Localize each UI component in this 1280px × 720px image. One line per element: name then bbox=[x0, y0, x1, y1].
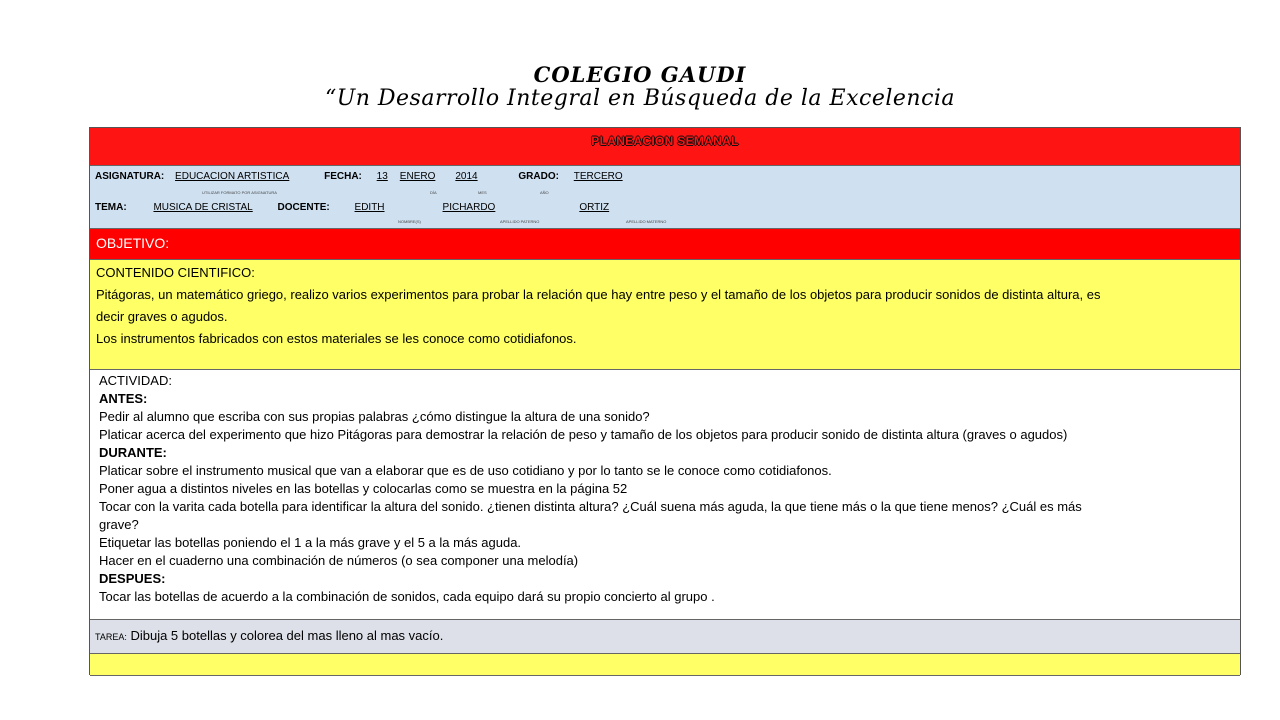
durante-label: DURANTE: bbox=[99, 445, 167, 460]
hint-first-name: NOMBRE(S) bbox=[398, 219, 421, 224]
contenido-text: Pitágoras, un matemático griego, realizo varios experimentos para probar la relación que hay entre peso y el tamaño de los objetos para producir sonidos de distinta altura, es bbox=[96, 287, 1101, 302]
activity-step: Poner agua a distintos niveles en las botellas y colocarlas como se muestra en la página 52 bbox=[99, 481, 628, 496]
activity-step: Hacer en el cuaderno una combinación de números (o sea componer una melodía) bbox=[99, 553, 579, 568]
fecha-month: ENERO bbox=[399, 171, 436, 182]
despues-label: DESPUES: bbox=[99, 571, 166, 586]
antes-label: ANTES: bbox=[99, 391, 148, 406]
grado-value: TERCERO bbox=[573, 171, 623, 182]
plan-title-row bbox=[90, 128, 1240, 166]
activity-step: Etiquetar las botellas poniendo el 1 a la más grave y el 5 a la más aguda. bbox=[99, 535, 522, 550]
tema-label: TEMA: bbox=[95, 202, 127, 213]
contenido-heading: CONTENIDO CIENTIFICO: bbox=[96, 265, 255, 280]
school-motto: “Un Desarrollo Integral en Búsqueda de la Excelencia bbox=[324, 86, 956, 111]
actividad-heading: ACTIVIDAD: bbox=[99, 373, 172, 388]
activity-step: Platicar acerca del experimento que hizo Pitágoras para demostrar la relación de peso y tamaño de los objetos para producir sonido de distinta altura (graves o agudos) bbox=[99, 427, 1068, 442]
tarea-text: Dibuja 5 botellas y colorea del mas lleno al mas vacío. bbox=[130, 628, 444, 643]
tarea-row bbox=[90, 620, 1240, 654]
asignatura-label: ASIGNATURA: bbox=[95, 171, 165, 182]
docente-first-name: EDITH bbox=[354, 202, 385, 213]
activity-step: Tocar las botellas de acuerdo a la combinación de sonidos, cada equipo dará su propio concierto al grupo . bbox=[99, 589, 715, 604]
contenido-row bbox=[90, 260, 1240, 370]
school-name: COLEGIO GAUDI bbox=[533, 62, 747, 87]
footer-row bbox=[90, 654, 1240, 676]
activity-step: grave? bbox=[99, 517, 139, 532]
weekly-plan-table bbox=[89, 127, 1241, 675]
docente-maternal-surname: ORTIZ bbox=[579, 202, 610, 213]
info-row bbox=[90, 166, 1240, 229]
fecha-day: 13 bbox=[376, 171, 388, 182]
tema-value: MUSICA DE CRISTAL bbox=[153, 202, 253, 213]
asignatura-value: EDUCACION ARTISTICA bbox=[175, 171, 290, 182]
contenido-text: decir graves o agudos. bbox=[96, 309, 228, 324]
activity-step: Pedir al alumno que escriba con sus propias palabras ¿cómo distingue la altura de una sonido? bbox=[99, 409, 650, 424]
objetivo-row bbox=[90, 229, 1240, 260]
activity-step: Tocar con la varita cada botella para identificar la altura del sonido. ¿tienen distinta altura? ¿Cuál suena más aguda, la que tiene más o la que tiene menos? ¿Cuál es más bbox=[99, 499, 1082, 514]
hint-asignatura: UTILIZAR FORMATO POR ASIGNATURA bbox=[202, 190, 277, 195]
grado-label: GRADO: bbox=[518, 171, 559, 182]
tarea-label: TAREA: bbox=[95, 632, 127, 642]
contenido-text: Los instrumentos fabricados con estos materiales se les conoce como cotidiafonos. bbox=[96, 331, 577, 346]
docente-paternal-surname: PICHARDO bbox=[442, 202, 496, 213]
hint-day: DÍA bbox=[430, 190, 437, 195]
fecha-year: 2014 bbox=[455, 171, 478, 182]
activity-step: Platicar sobre el instrumento musical que van a elaborar que es de uso cotidiano y por lo tanto se le conoce como cotidiafonos. bbox=[99, 463, 832, 478]
hint-paternal-surname: APELLIDO PATERNO bbox=[500, 219, 540, 224]
hint-maternal-surname: APELLIDO MATERNO bbox=[626, 219, 667, 224]
objetivo-label: OBJETIVO: bbox=[96, 235, 170, 251]
hint-year: AÑO bbox=[540, 190, 549, 195]
actividad-row bbox=[90, 370, 1240, 620]
plan-title: PLANEACION SEMANAL bbox=[591, 134, 739, 148]
docente-label: DOCENTE: bbox=[277, 202, 330, 213]
fecha-label: FECHA: bbox=[324, 171, 362, 182]
hint-month: MES bbox=[478, 190, 487, 195]
